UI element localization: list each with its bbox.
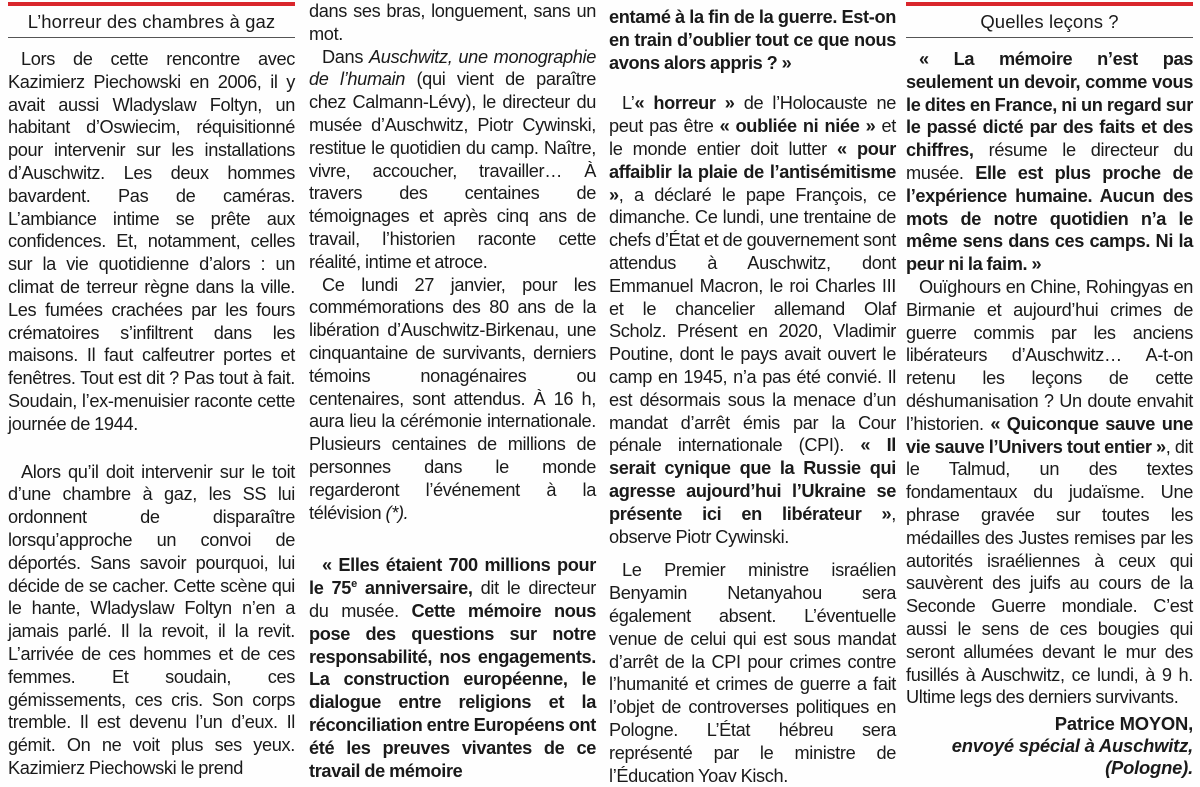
column-1 (8, 0, 295, 778)
paragraph: Lors de cette rencontre avec Kazimierz Piechowski en 2006, il y avait aussi Wladyslaw Foltyn, un habitant d’Oswiecim, réquisitionné pour intervenir sur les installations d’Auschwitz. Les deux hommes bavardent. Pas de caméras. L’ambiance intime se prête aux confidences. Et, notamment, celles sur la vie quotidienne d’alors : un climat de terreur règne dans la ville. Les fumées crachées par les fours crématoires s’infiltrent dans les maisons. Il faut calfeutrer portes et fenêtres. Tout est dit ? Pas tout à fait. Soudain, l’ex-menuisier raconte cette journée de 1944. (8, 49, 295, 434)
footnote-mark: (*). (385, 502, 409, 523)
paragraph: dans ses bras, longuement, sans un mot. (309, 1, 596, 44)
author-role: envoyé spécial à Auschwitz, (951, 735, 1193, 757)
byline (906, 713, 1193, 779)
subhead-rule (8, 2, 295, 6)
subhead-gas-chambers: L’horreur des chambres à gaz (27, 11, 276, 32)
quote-paragraph: « La mémoire n’est pas seulement un devoir, comme vous le dites en France, ni un regard sur le passé dicté par des faits et des chiffres, résume le directeur du musée. Elle est plus proche de l’expérience humaine. Aucun des mots de notre quotidien n’a le même sens dans ces camps. Ni la peur ni la faim. » (906, 49, 1193, 275)
author-location: (Pologne). (1105, 757, 1193, 779)
quote-paragraph: « Elles étaient 700 millions pour le 75e anniversaire, dit le directeur du musée. Cette mémoire nous pose des questions sur notre responsabilité, nos engagements. La construction européenne, le dialogue entre religions et la réconciliation entre Européens ont été les preuves vivantes de ce travail de mémoire (309, 555, 596, 781)
column-4 (906, 0, 1193, 779)
paragraph: L’« horreur » de l’Holocauste ne peut pas être « oubliée ni niée » et le monde entier doit lutter « pour affaiblir la plaie de l’antisémitisme », a déclaré le pape François, ce dimanche. Ce lundi, une trentaine de chefs d’État et de gouvernement sont attendus à Auschwitz, dont Emmanuel Macron, le roi Charles III et le chancelier allemand Olaf Scholz. Présent en 2020, Vladimir Poutine, dont le pays avait ouvert le camp en 1945, n’a pas été convié. Il est désormais sous la menace d’un mandat d’arrêt émis par la Cour pénale internationale (CPI). « Il serait cynique que la Russie qui agresse aujourd’hui l’Ukraine se présente ici en libérateur », observe Piotr Cywinski. (609, 93, 897, 547)
subhead-underline (906, 37, 1193, 38)
book-title: Auschwitz, une monographie de l’humain (309, 46, 596, 90)
subhead-lessons: Quelles leçons ? (980, 11, 1119, 32)
paragraph: Ce lundi 27 janvier, pour les commémorations des 80 ans de la libération d’Auschwitz-Birkenau, une cinquantaine de survivants, derniers témoins nonagénaires ou centenaires, sont attendus. À 16 h, aura lieu la cérémonie internationale. Plusieurs centaines de millions de personnes dans le monde regarderont l’événement à la télévision (*). (309, 274, 596, 523)
column-3 (609, 0, 897, 786)
paragraph: Alors qu’il doit intervenir sur le toit d’une chambre à gaz, les SS lui ordonnent de disparaître lorsqu’approche un convoi de déportés. Sans savoir pourquoi, lui décide de se cacher. Cette scène qui le hante, Wladyslaw Foltyn n’en a jamais parlé. Il la revoit, il la revit. L’arrivée de ces hommes et de ces femmes. Et soudain, ces gémissements, ces cris. Son corps tremble. Il est devenu l’un d’eux. Il gémit. On ne voit plus ses yeux. Kazimierz Piechowski le prend (8, 461, 295, 778)
author-name: Patrice MOYON, (1054, 713, 1193, 735)
paragraph: Dans Auschwitz, une monographie de l’humain (qui vient de paraître chez Calmann-Lévy), le directeur du musée d’Auschwitz, Piotr Cywinski, restitue le quotidien du camp. Naître, vivre, accoucher, travailler… À travers des centaines de témoignages et après cinq ans de travail, l’historien raconte cette réalité, intime et atroce. (309, 46, 596, 272)
subhead-underline (8, 37, 295, 38)
paragraph: Le Premier ministre israélien Benyamin Netanyahou sera également absent. L’éventuelle venue de celui qui est sous mandat d’arrêt de la CPI pour crimes contre l’humanité et crimes de guerre a fait l’objet de controverses politiques en Pologne. L’État hébreu sera représenté par le ministre de l’Éducation Yoav Kisch. (609, 560, 896, 786)
quote-continuation: entamé à la fin de la guerre. Est-on en train d’oublier tout ce que nous avons alors appris ? » (609, 7, 896, 73)
subhead-rule (906, 2, 1193, 6)
paragraph: Ouïghours en Chine, Rohingyas en Birmanie et aujourd’hui crimes de guerre commis par les anciens libérateurs d’Auschwitz… A-t-on retenu les leçons de cette déshumanisation ? Un doute envahit l’historien. « Quiconque sauve une vie sauve l’Univers tout entier », dit le Talmud, un des textes fondamentaux du judaïsme. Une phrase gravée sur toutes les médailles des Justes remises par les autorités israéliennes à ceux qui sauvèrent des juifs au cours de la Seconde Guerre mondiale. C’est aussi le sens de ces bougies qui seront allumées devant le mur des fusillés à Auschwitz, ce lundi, à 9 h. Ultime legs des derniers survivants. (906, 276, 1193, 708)
column-2 (309, 0, 596, 781)
